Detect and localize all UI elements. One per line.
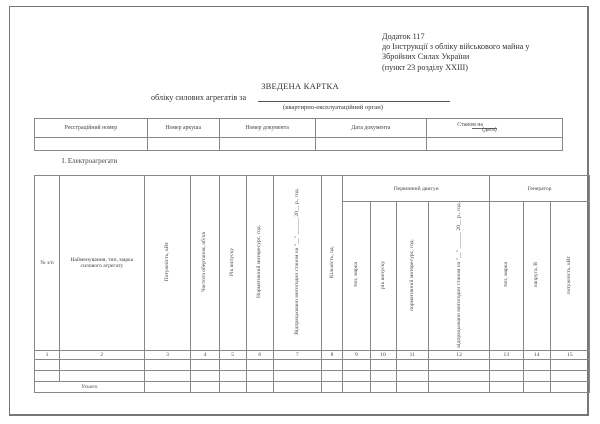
cell[interactable] xyxy=(370,381,396,392)
cell[interactable] xyxy=(550,370,589,381)
header-hours-worked: Відпрацьовано мотогодин станом на "__" ______ 20__ р., год. xyxy=(273,176,321,351)
registration-number-cell[interactable] xyxy=(35,138,148,151)
cell[interactable] xyxy=(321,359,343,370)
column-number: 9 xyxy=(343,350,370,359)
status-date-cell[interactable] xyxy=(427,138,563,151)
document-subtitle: обліку силових агрегатів за xyxy=(151,93,247,102)
cell[interactable] xyxy=(370,370,396,381)
header-gen-power: потужність, кВт xyxy=(550,202,589,351)
cell[interactable] xyxy=(370,359,396,370)
status-label: Станом на xyxy=(457,122,483,128)
total-row xyxy=(35,381,590,392)
cell[interactable] xyxy=(429,359,490,370)
annex-line: Додаток 117 xyxy=(382,32,425,41)
header-registration-number: Реєстраційний номер xyxy=(35,119,148,138)
header-generator: Генератор xyxy=(490,176,590,202)
table-row xyxy=(35,370,590,381)
column-number: 13 xyxy=(490,350,524,359)
cell[interactable] xyxy=(343,370,370,381)
cell[interactable] xyxy=(191,359,219,370)
header-document-number: Номер документа xyxy=(219,119,315,138)
cell[interactable] xyxy=(191,370,219,381)
cell[interactable] xyxy=(321,381,343,392)
registration-table xyxy=(34,118,563,151)
column-number: 7 xyxy=(273,350,321,359)
cell[interactable] xyxy=(144,381,191,392)
cell[interactable] xyxy=(550,381,589,392)
cell[interactable] xyxy=(490,381,524,392)
annex-line: (пункт 23 розділу XXIII) xyxy=(382,62,468,72)
column-number: 4 xyxy=(191,350,219,359)
header-rpm: Частота обертання, об/хв xyxy=(191,176,219,351)
column-number: 8 xyxy=(321,350,343,359)
cell[interactable] xyxy=(523,359,550,370)
annex-line: Збройних Силах України xyxy=(382,52,470,62)
document-number-cell[interactable] xyxy=(219,138,315,151)
cell[interactable] xyxy=(273,381,321,392)
cell[interactable] xyxy=(523,381,550,392)
header-pe-hours: відпрацьовано мотогодин станом на "__" ______ 20__ р., год. xyxy=(429,202,490,351)
cell[interactable] xyxy=(59,370,144,381)
header-pe-year: рік випуску xyxy=(370,202,396,351)
cell[interactable] xyxy=(396,370,429,381)
cell[interactable] xyxy=(246,370,273,381)
document-title: ЗВЕДЕНА КАРТКА xyxy=(261,81,339,91)
header-gen-type: тип, марка xyxy=(490,202,524,351)
cell[interactable] xyxy=(144,359,191,370)
column-number: 5 xyxy=(219,350,246,359)
sheet-number-cell[interactable] xyxy=(147,138,219,151)
column-number: 14 xyxy=(523,350,550,359)
cell[interactable] xyxy=(246,381,273,392)
annex-line: до Інструкції з обліку військового майна у xyxy=(382,42,530,52)
cell[interactable] xyxy=(396,381,429,392)
cell[interactable] xyxy=(343,381,370,392)
column-numbers-row xyxy=(35,350,590,359)
column-number: 12 xyxy=(429,350,490,359)
cell[interactable] xyxy=(59,359,144,370)
header-power: Потужність, кВт xyxy=(144,176,191,351)
header-name: Найменування, тип, марка силового агрегату xyxy=(59,176,144,351)
cell[interactable] xyxy=(273,370,321,381)
column-number: 1 xyxy=(35,350,60,359)
column-number: 2 xyxy=(59,350,144,359)
column-number: 15 xyxy=(550,350,589,359)
cell[interactable] xyxy=(35,370,60,381)
cell[interactable] xyxy=(191,381,219,392)
power-units-table xyxy=(34,175,590,393)
section-title: І. Електроагрегати xyxy=(62,157,118,165)
cell[interactable] xyxy=(273,359,321,370)
cell[interactable] xyxy=(490,370,524,381)
header-pe-type: тип, марка xyxy=(343,202,370,351)
cell[interactable] xyxy=(246,359,273,370)
header-document-date: Дата документа xyxy=(315,119,427,138)
cell[interactable] xyxy=(144,370,191,381)
table-row xyxy=(35,359,590,370)
cell[interactable] xyxy=(523,370,550,381)
header-primary-engine: Первинний двигун xyxy=(343,176,490,202)
cell[interactable] xyxy=(35,359,60,370)
subtitle-hint: (квартирно-експлуатаційний орган) xyxy=(283,104,383,111)
status-hint: (дата) xyxy=(482,127,497,133)
header-pe-norm: нормативний моторесурс, год. xyxy=(396,202,429,351)
header-quantity: Кількість, од. xyxy=(321,176,343,351)
subtitle-fill-line xyxy=(258,101,450,102)
cell[interactable] xyxy=(219,359,246,370)
column-number: 10 xyxy=(370,350,396,359)
header-gen-voltage: напруга, В xyxy=(523,202,550,351)
column-number: 6 xyxy=(246,350,273,359)
cell[interactable] xyxy=(321,370,343,381)
cell[interactable] xyxy=(343,359,370,370)
cell[interactable] xyxy=(219,381,246,392)
header-year: Рік випуску xyxy=(219,176,246,351)
header-status-date xyxy=(427,119,563,138)
column-number: 3 xyxy=(144,350,191,359)
annex-block xyxy=(382,32,530,73)
cell[interactable] xyxy=(550,359,589,370)
cell[interactable] xyxy=(429,381,490,392)
cell[interactable] xyxy=(219,370,246,381)
header-norm-resource: Нормативний моторесурс, год. xyxy=(246,176,273,351)
header-no: № з/п xyxy=(35,176,60,351)
column-number: 11 xyxy=(396,350,429,359)
cell[interactable] xyxy=(429,370,490,381)
total-label: Усього xyxy=(35,381,145,392)
cell[interactable] xyxy=(396,359,429,370)
header-sheet-number: Номер аркуша xyxy=(147,119,219,138)
cell[interactable] xyxy=(490,359,524,370)
document-date-cell[interactable] xyxy=(315,138,427,151)
